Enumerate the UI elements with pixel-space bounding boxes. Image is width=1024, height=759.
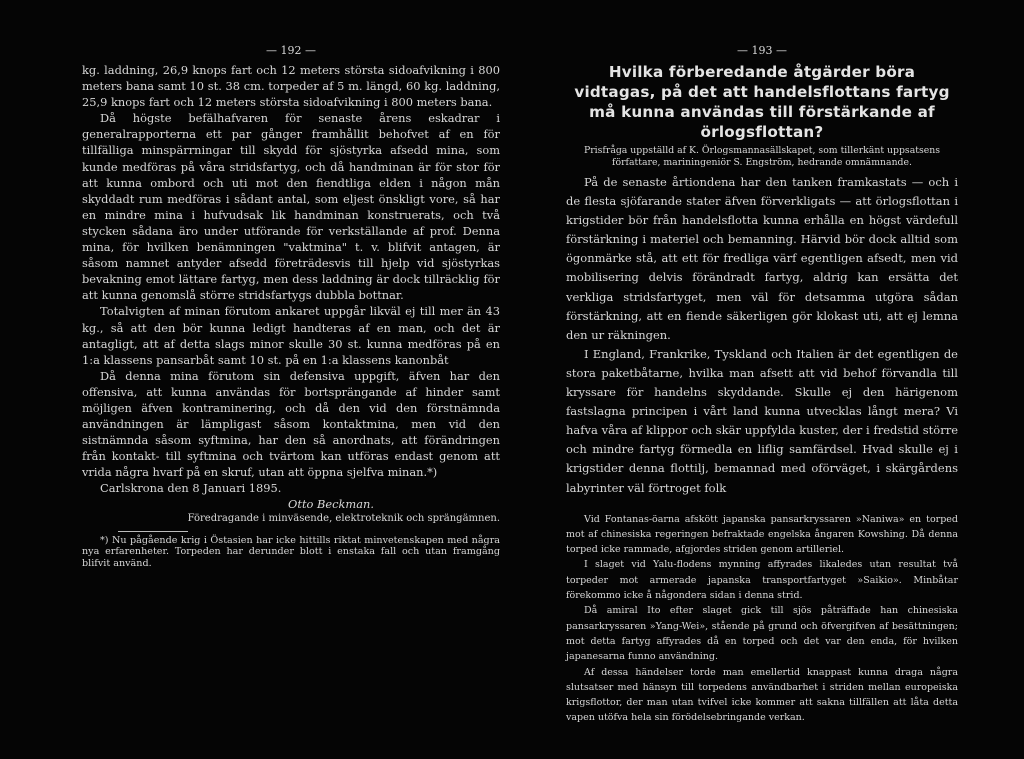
footnote	[82, 535, 500, 570]
article-byline: Prisfråga uppställd af K. Örlogsmannasällskapet, som tillerkänt uppsatsens författare, mariningeniör S. Engström, hedrande omnämnande.	[583, 145, 941, 168]
continued-notes	[566, 512, 958, 726]
note-paragraph: Då amiral Ito efter slaget gick till sjös påträffade han chinesiska pansarkryssaren »Yang-Wei», stående på grund och öfvergifven af besättningen; mot detta fartyg affyrades då en torped och det var den enda, för hvilken japanesarna funno användning.	[566, 605, 958, 663]
note-paragraph: I slaget vid Yalu-flodens mynning affyrades likaledes utan resultat två torpeder mot armerade japanska transportfartyget »Saikio». Minbåtar förekommo icke å någondera sidan i denna strid.	[566, 559, 958, 602]
paragraph: Totalvigten af minan förutom ankaret uppgår likväl ej till mer än 43 kg., så att den bör kunna ledigt handteras af en man, och det är antagligt, att af detta slags minor skulle 30 st. kunna medföras på en 1:a klassens pansarbåt samt 10 st. på en 1:a klassens kanonbåt	[82, 304, 500, 367]
note-paragraph: Vid Fontanas-öarna afskött japanska pansarkryssaren »Naniwa» en torped mot af chinesiska regeringen befraktade engelska ångaren Kowshing. Då denna torped icke rammade, afgjordes striden genom artilleriel.	[566, 513, 958, 556]
paragraph: Då denna mina förutom sin defensiva uppgift, äfven har den offensiva, att kunna användas för bortsprängande af hinder samt möjligen äfven kontraminering, och då den vid den förstnämnda användningen är lämpligast såsom kontaktmina, men vid den sistnämnda såsom syftmina, har den så anordnats, att förändringen från kontakt- till syftmina och tvärtom kan utföras endast genom att vrida några hvarf på en skruf, utan att öppna sjelfva minan.*)	[82, 368, 500, 480]
left-page	[82, 0, 500, 759]
paragraph: Då högste befälhafvaren för senaste årens eskadrar i generalrapporterna ett par gånger framhållit behofvet af en för tillfälliga minspärrningar till skydd för sjöstyrka afsedd mina, som kunde medföras på våra stridsfartyg, och då handminan är för stor för att kunna ombord och uti mot den fiendtliga elden i någon mån skyddadt rum medföras i sådant antal, som eljest önskligt vore, så har en mindre mina i hufvudsak lik handminan konstruerats, och två stycken sådana äro under utförande för verkställande af prof. Denna mina, för hvilken benämningen "vaktmina" t. v. blifvit antagen, är såsom namnet antyder afsedd företrädesvis till hjelp vid sjöstyrkas bevakning emot lättare fartyg, men dess laddning är dock tillräcklig för att kunna genomslå större stridsfartygs dubbla bottnar.	[82, 111, 500, 303]
author-role: Föredragande i minväsende, elektroteknik och sprängämnen.	[187, 512, 500, 524]
paragraph: kg. laddning, 26,9 knops fart och 12 meters största sidoafvikning i 800 meters bana samt 10 st. 38 cm. torpeder af 5 m. längd, 60 kg. laddning, 25,9 knops fart och 12 meters största sidoafvikning i 800 meters bana.	[82, 63, 500, 110]
right-page	[566, 0, 958, 759]
footnote-text: *) Nu pågående krig i Östasien har icke hittills riktat minvetenskapen med några nya erfarenheter. Torpeden har derunder blott i enstaka fall och utan framgång blifvit använd.	[82, 534, 500, 569]
page-number-left: — 192 —	[266, 44, 316, 57]
page-number-right: — 193 —	[737, 44, 787, 57]
place-date: Carlskrona den 8 Januari 1895.	[100, 481, 282, 496]
footnote-rule	[118, 531, 188, 532]
paragraph: På de senaste årtiondena har den tanken framkastats — och i de flesta sjöfarande stater äfven förverkligats — att örlogsflottan i krigstider bör från handelsflotta kunna erhålla en högst värdefull förstärkning i materiel och bemanning. Härvid bör dock alltid som ögonmärke stå, att ett för fredliga värf egentligen afsedt, men vid mobilisering delvis förändradt fartyg, aldrig kan ersätta det verkliga stridsfartyget, men väl för detsamma utgöra sådan förstärkning, att en fiende säkerligen gör klokast uti, att ej lemna den ur räkningen.	[566, 175, 958, 342]
right-body-text	[566, 173, 958, 498]
left-body-text	[82, 62, 500, 497]
paragraph: I England, Frankrike, Tyskland och Italien är det egentligen de stora paketbåtarne, hvilka man afsett att vid behof förvandla till kryssare för handelns skyddande. Skulle ej den härigenom fastslagna principen i vårt land kunna utvecklas långt mera? Vi hafva våra af klippor och skär uppfylda kuster, der i fredstid större och mindre fartyg förmedla en liflig samfärdsel. Hvad skulle ej i krigstider denna flottilj, bemannad med oförväget, i skärgårdens labyrinter väl förtroget folk	[566, 346, 958, 495]
author-name: Otto Beckman.	[288, 496, 374, 511]
note-paragraph: Af dessa händelser torde man emellertid knappast kunna draga några slutsatser med hänsyn till torpedens användbarhet i striden mellan europeiska krigsflottor, der man utan tvifvel icke kommer att sakna tillfällen att låta detta vapen utöfva hela sin förödelsebringande verkan.	[566, 666, 958, 724]
article-headline: Hvilka förberedande åtgärder böra vidtagas, på det att handelsflottans fartyg må kunna användas till förstärkande af örlogsflottan?	[574, 63, 950, 141]
